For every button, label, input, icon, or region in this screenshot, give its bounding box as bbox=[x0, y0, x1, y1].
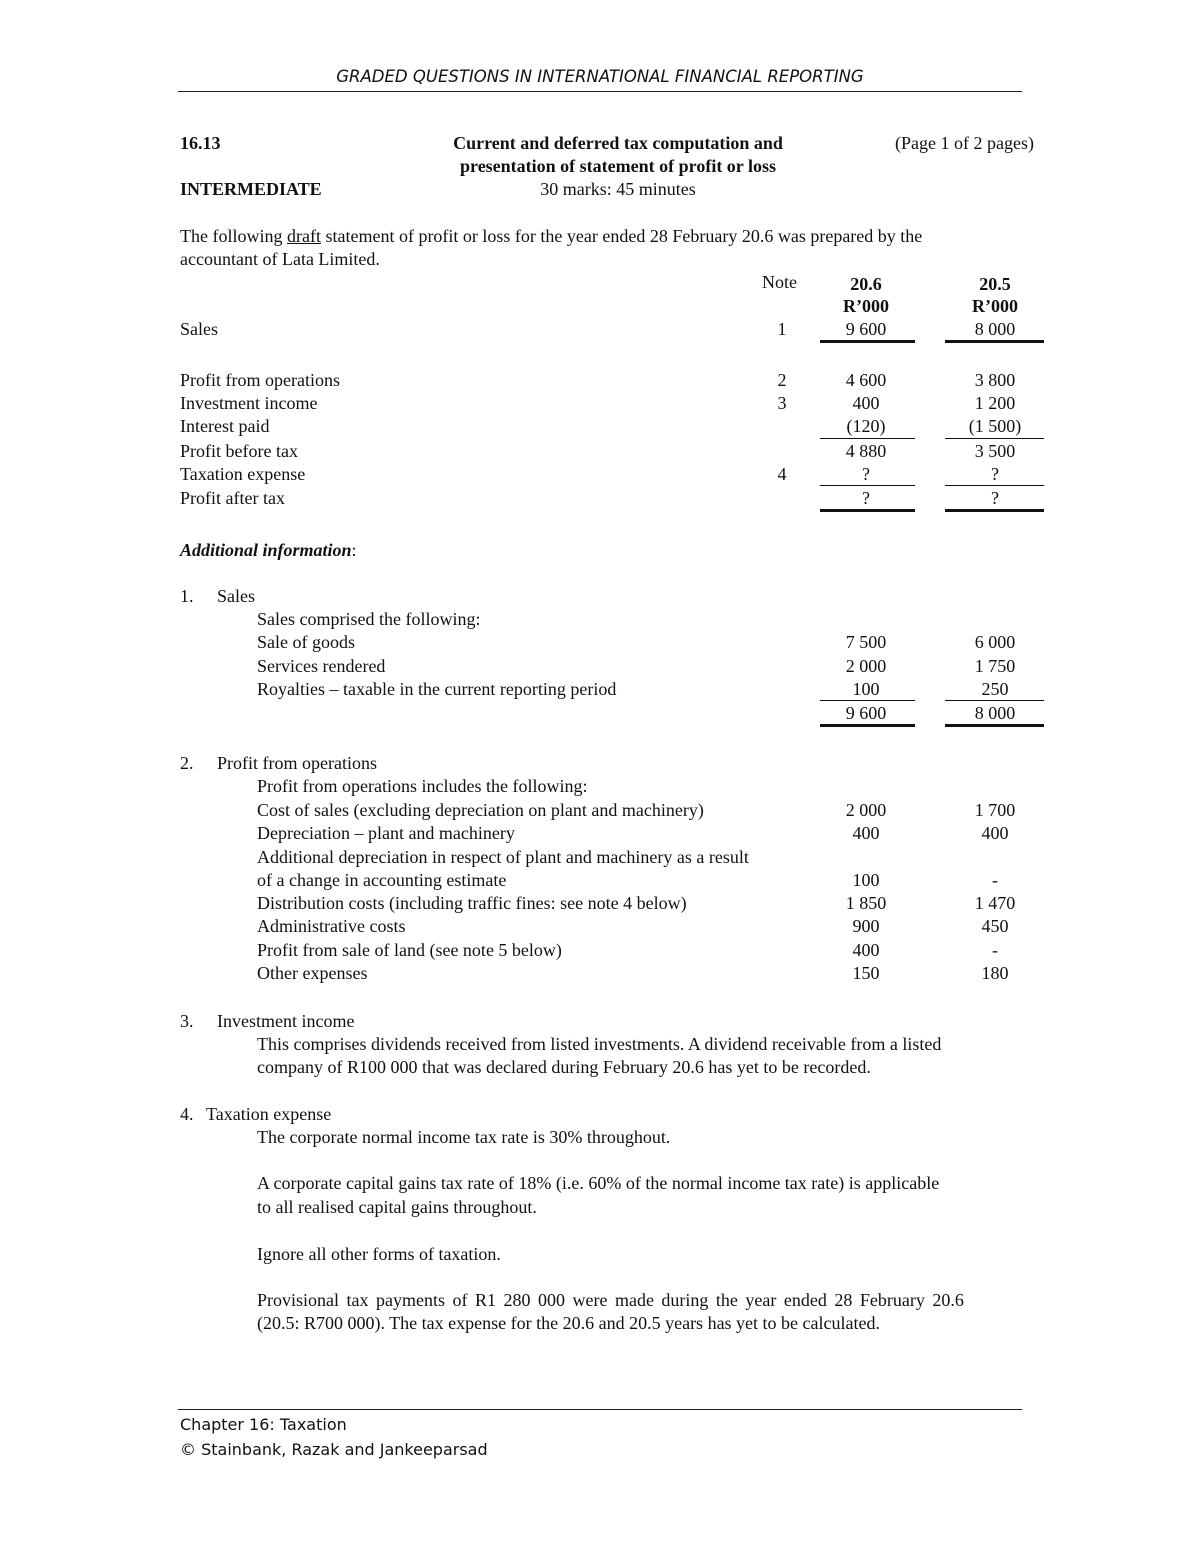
statement-sales-label: Sales bbox=[180, 319, 218, 339]
note2-row-v2: - bbox=[992, 940, 998, 960]
statement-row-label: Profit from operations bbox=[180, 370, 340, 390]
question-marks: 30 marks: 45 minutes bbox=[540, 179, 696, 199]
statement-row-v1: 4 600 bbox=[845, 370, 887, 390]
footer-copyright: © Stainbank, Razak and Jankeeparsad bbox=[180, 1440, 488, 1459]
note1-row-label: Services rendered bbox=[257, 656, 386, 676]
statement-row-label: Profit before tax bbox=[180, 441, 298, 461]
question-level: INTERMEDIATE bbox=[180, 179, 322, 199]
note2-row-v1: 2 000 bbox=[845, 800, 887, 820]
statement-row-v2: 3 500 bbox=[974, 441, 1016, 461]
note4-p2-line2: to all realised capital gains throughout. bbox=[257, 1197, 537, 1217]
note2-row-label: Cost of sales (excluding depreciation on plant and machinery) bbox=[257, 800, 704, 820]
note1-row-label: Royalties – taxable in the current reporting period bbox=[257, 679, 617, 699]
note3-title: Investment income bbox=[217, 1011, 355, 1031]
note2-row-label: Other expenses bbox=[257, 963, 368, 983]
note2-row-v1: 400 bbox=[852, 940, 880, 960]
note1-row-v1: 7 500 bbox=[845, 632, 887, 652]
note4-number: 4. bbox=[180, 1104, 194, 1124]
note3-line1: This comprises dividends received from listed investments. A dividend receivable from a listed bbox=[257, 1034, 942, 1054]
note1-total-v1: 9 600 bbox=[845, 703, 887, 723]
statement-row-label: Investment income bbox=[180, 393, 318, 413]
sales-total-rule-2 bbox=[945, 340, 1044, 347]
note2-row-v1: 1 850 bbox=[845, 893, 887, 913]
header-rule bbox=[178, 91, 1022, 92]
note2-row-label: Depreciation – plant and machinery bbox=[257, 823, 515, 843]
note2-row-v2: 1 700 bbox=[974, 800, 1016, 820]
intro-after: statement of profit or loss for the year ended 28 February 20.6 was prepared by the bbox=[320, 226, 923, 246]
statement-row-label: Profit after tax bbox=[180, 488, 285, 508]
additional-info-heading-text: Additional information bbox=[180, 540, 352, 560]
col2-year: 20.5 bbox=[979, 274, 1011, 294]
note3-number: 3. bbox=[180, 1011, 194, 1031]
question-number: 16.13 bbox=[180, 133, 221, 153]
note4-p2-line1: A corporate capital gains tax rate of 18% (i.e. 60% of the normal income tax rate) is applicable bbox=[257, 1173, 940, 1193]
statement-row-note: 3 bbox=[777, 393, 787, 413]
note1-subtotal-rule-1 bbox=[820, 700, 915, 701]
subtotal-rule-2 bbox=[945, 438, 1044, 439]
note2-row-v1: 400 bbox=[852, 823, 880, 843]
tax-rule-2 bbox=[945, 485, 1044, 486]
note1-row-v1: 100 bbox=[852, 679, 880, 699]
final-total-rule-2 bbox=[945, 509, 1044, 516]
intro-before: The following bbox=[180, 226, 287, 246]
note2-row-v1: 100 bbox=[852, 870, 880, 890]
subtotal-rule-1 bbox=[820, 438, 915, 439]
note2-row-v2: 400 bbox=[981, 823, 1009, 843]
note3-line2: company of R100 000 that was declared during February 20.6 has yet to be recorded. bbox=[257, 1057, 871, 1077]
note2-row-v1: 150 bbox=[852, 963, 880, 983]
statement-sales-note: 1 bbox=[777, 319, 787, 339]
statement-row-v2: ? bbox=[991, 488, 999, 508]
note1-row-v2: 1 750 bbox=[974, 656, 1016, 676]
note-header: Note bbox=[762, 272, 797, 292]
statement-row-label: Taxation expense bbox=[180, 464, 306, 484]
note1-row-v2: 6 000 bbox=[974, 632, 1016, 652]
col1-unit: R’000 bbox=[843, 296, 889, 316]
note1-total-rule-1 bbox=[820, 724, 915, 731]
footer-chapter: Chapter 16: Taxation bbox=[180, 1415, 347, 1434]
note4-p3: Ignore all other forms of taxation. bbox=[257, 1244, 501, 1264]
statement-sales-v2: 8 000 bbox=[974, 319, 1016, 339]
question-title-line1: Current and deferred tax computation and bbox=[453, 133, 783, 153]
statement-row-label: Interest paid bbox=[180, 416, 270, 436]
page-info: (Page 1 of 2 pages) bbox=[895, 133, 1034, 153]
note1-number: 1. bbox=[180, 586, 194, 606]
note4-p4-line1: Provisional tax payments of R1 280 000 were made during the year ended 28 February 20.6 bbox=[257, 1290, 964, 1310]
note4-p1: The corporate normal income tax rate is 30% throughout. bbox=[257, 1127, 671, 1147]
note4-title: Taxation expense bbox=[206, 1104, 332, 1124]
statement-row-v1: (120) bbox=[846, 416, 886, 436]
note2-row-label: Distribution costs (including traffic fines: see note 4 below) bbox=[257, 893, 687, 913]
note1-row-label: Sale of goods bbox=[257, 632, 355, 652]
note1-intro: Sales comprised the following: bbox=[257, 609, 481, 629]
additional-info-colon: : bbox=[351, 540, 357, 560]
statement-row-v2: 1 200 bbox=[974, 393, 1016, 413]
col2-unit: R’000 bbox=[972, 296, 1018, 316]
statement-sales-v1: 9 600 bbox=[845, 319, 887, 339]
note2-row-label: of a change in accounting estimate bbox=[257, 870, 507, 890]
statement-row-v1: 4 880 bbox=[845, 441, 887, 461]
col1-year: 20.6 bbox=[850, 274, 882, 294]
statement-row-v2: (1 500) bbox=[968, 416, 1022, 436]
note1-title: Sales bbox=[217, 586, 255, 606]
note2-row-v1: 900 bbox=[852, 916, 880, 936]
note2-row-v2: 180 bbox=[981, 963, 1009, 983]
statement-row-note: 4 bbox=[777, 464, 787, 484]
note2-row-label: Administrative costs bbox=[257, 916, 406, 936]
final-total-rule-1 bbox=[820, 509, 915, 516]
statement-row-v2: 3 800 bbox=[974, 370, 1016, 390]
running-header: GRADED QUESTIONS IN INTERNATIONAL FINANCIAL REPORTING bbox=[336, 67, 864, 86]
note2-row-label: Additional depreciation in respect of plant and machinery as a result bbox=[257, 847, 749, 867]
note2-intro: Profit from operations includes the following: bbox=[257, 776, 588, 796]
statement-row-note: 2 bbox=[777, 370, 787, 390]
question-title-line2: presentation of statement of profit or loss bbox=[460, 156, 776, 176]
intro-line2: accountant of Lata Limited. bbox=[180, 249, 380, 269]
intro-line1 bbox=[180, 225, 922, 247]
note2-number: 2. bbox=[180, 753, 194, 773]
statement-row-v2: ? bbox=[991, 464, 999, 484]
note2-row-v2: - bbox=[992, 870, 998, 890]
statement-row-v1: ? bbox=[862, 488, 870, 508]
tax-rule-1 bbox=[820, 485, 915, 486]
intro-underlined: draft bbox=[286, 226, 321, 246]
note1-total-rule-2 bbox=[945, 724, 1044, 731]
note2-title: Profit from operations bbox=[217, 753, 377, 773]
note4-p4-line2: (20.5: R700 000). The tax expense for the 20.6 and 20.5 years has yet to be calculated. bbox=[257, 1313, 880, 1333]
note2-row-v2: 1 470 bbox=[974, 893, 1016, 913]
note2-row-v2: 450 bbox=[981, 916, 1009, 936]
sales-total-rule-1 bbox=[820, 340, 915, 347]
footer-rule bbox=[178, 1409, 1022, 1410]
note1-total-v2: 8 000 bbox=[974, 703, 1016, 723]
additional-info-heading bbox=[180, 539, 357, 561]
note2-row-label: Profit from sale of land (see note 5 below) bbox=[257, 940, 562, 960]
note1-subtotal-rule-2 bbox=[945, 700, 1044, 701]
note1-row-v2: 250 bbox=[981, 679, 1009, 699]
statement-row-v1: ? bbox=[862, 464, 870, 484]
statement-row-v1: 400 bbox=[852, 393, 880, 413]
note1-row-v1: 2 000 bbox=[845, 656, 887, 676]
